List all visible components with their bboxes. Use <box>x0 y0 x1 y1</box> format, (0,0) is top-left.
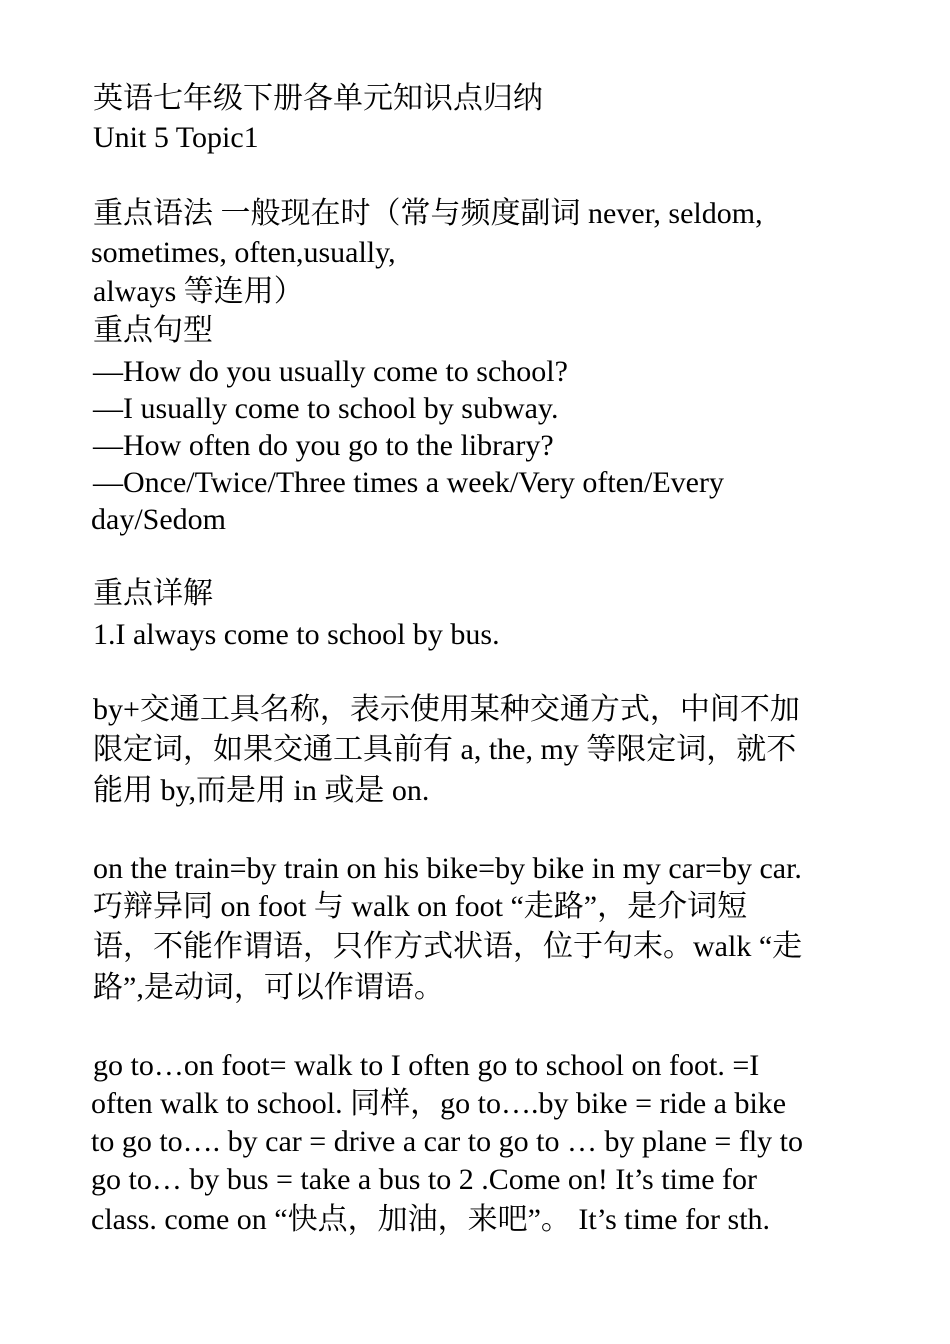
document-title: 英语七年级下册各单元知识点归纳 <box>93 82 543 115</box>
pattern-line: —I usually come to school by subway. <box>93 392 559 425</box>
paragraph-line: go to… by bus = take a bus to 2 .Come on! It’s time for <box>91 1163 758 1196</box>
paragraph-line: to go to…. by car = drive a car to go to … by plane = fly to <box>91 1125 804 1158</box>
pattern-line: —How often do you go to the library? <box>93 429 554 462</box>
paragraph-line: 限定词，如果交通工具前有 a, the, my 等限定词，就不 <box>93 733 797 766</box>
grammar-line-1: 重点语法 一般现在时（常与频度副词 never, seldom, <box>93 197 763 230</box>
patterns-heading: 重点句型 <box>93 314 213 347</box>
paragraph-line: 语，不能作谓语，只作方式状语，位于句末。walk “走 <box>93 930 803 963</box>
detail-item-1: 1.I always come to school by bus. <box>93 618 500 651</box>
paragraph-line: class. come on “快点，加油，来吧”。 It’s time for sth. <box>91 1203 771 1236</box>
grammar-line-2: sometimes, often,usually, <box>91 236 396 269</box>
unit-heading: Unit 5 Topic1 <box>93 121 259 154</box>
pattern-line: —How do you usually come to school? <box>93 355 568 388</box>
paragraph-line: on the train=by train on his bike=by bike in my car=by car. <box>93 852 802 885</box>
paragraph-line: by+交通工具名称，表示使用某种交通方式，中间不加 <box>93 693 800 726</box>
pattern-line: —Once/Twice/Three times a week/Very often/Every <box>93 466 724 499</box>
paragraph-line: go to…on foot= walk to I often go to school on foot. =I <box>93 1049 760 1082</box>
paragraph-line: often walk to school. 同样，go to….by bike = ride a bike <box>91 1087 787 1120</box>
details-heading: 重点详解 <box>93 577 213 610</box>
paragraph-line: 路”,是动词，可以作谓语。 <box>93 971 444 1004</box>
paragraph-line: 能用 by,而是用 in 或是 on. <box>93 774 430 807</box>
pattern-line: day/Sedom <box>91 503 226 536</box>
grammar-line-3: always 等连用） <box>93 275 304 308</box>
paragraph-line: 巧辩异同 on foot 与 walk on foot “走路”，是介词短 <box>93 890 748 923</box>
